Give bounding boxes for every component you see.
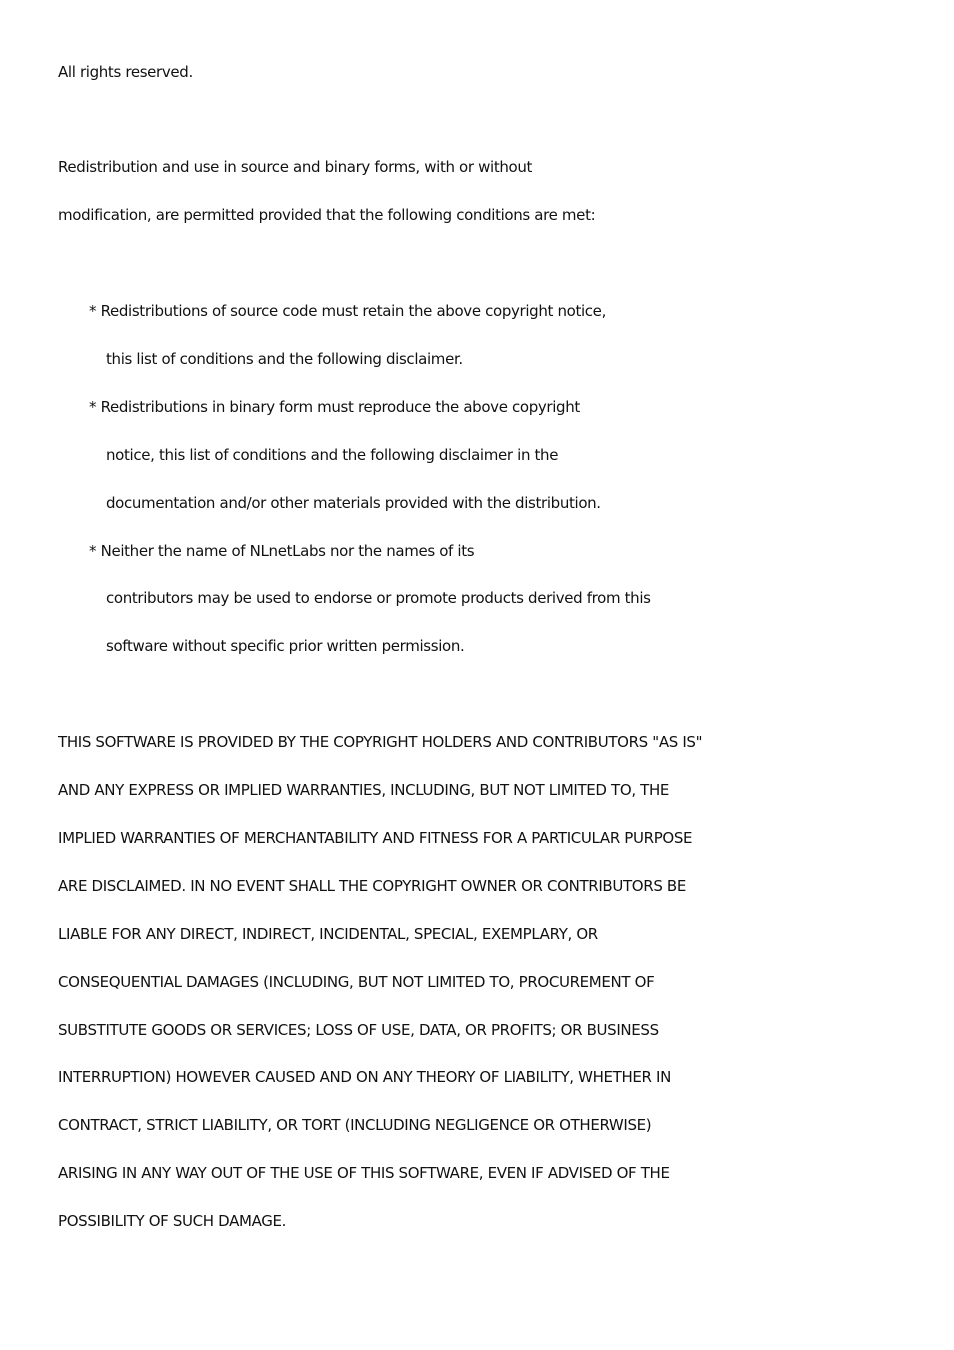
rights-line: All rights reserved.	[58, 63, 193, 81]
disclaimer-line: CONSEQUENTIAL DAMAGES (INCLUDING, BUT NOT LIMITED TO, PROCUREMENT OF	[58, 973, 655, 991]
condition-continuation: this list of conditions and the following disclaimer.	[106, 350, 463, 368]
condition-continuation: notice, this list of conditions and the following disclaimer in the	[106, 446, 559, 464]
intro-line: Redistribution and use in source and binary forms, with or without	[58, 158, 533, 176]
disclaimer-line: POSSIBILITY OF SUCH DAMAGE.	[58, 1212, 287, 1230]
disclaimer-line: IMPLIED WARRANTIES OF MERCHANTABILITY AND FITNESS FOR A PARTICULAR PURPOSE	[58, 829, 693, 847]
disclaimer-line: THIS SOFTWARE IS PROVIDED BY THE COPYRIGHT HOLDERS AND CONTRIBUTORS "AS IS"	[58, 733, 703, 751]
condition-item: * Redistributions of source code must retain the above copyright notice,	[89, 302, 606, 320]
condition-item: * Redistributions in binary form must reproduce the above copyright	[89, 398, 580, 416]
disclaimer-line: SUBSTITUTE GOODS OR SERVICES; LOSS OF USE, DATA, OR PROFITS; OR BUSINESS	[58, 1021, 659, 1039]
condition-continuation: contributors may be used to endorse or promote products derived from this	[106, 589, 651, 607]
disclaimer-line: ARISING IN ANY WAY OUT OF THE USE OF THIS SOFTWARE, EVEN IF ADVISED OF THE	[58, 1164, 670, 1182]
disclaimer-line: AND ANY EXPRESS OR IMPLIED WARRANTIES, INCLUDING, BUT NOT LIMITED TO, THE	[58, 781, 670, 799]
condition-continuation: software without specific prior written permission.	[106, 637, 465, 655]
condition-continuation: documentation and/or other materials provided with the distribution.	[106, 494, 601, 512]
disclaimer-line: CONTRACT, STRICT LIABILITY, OR TORT (INCLUDING NEGLIGENCE OR OTHERWISE)	[58, 1116, 652, 1134]
intro-line: modification, are permitted provided that the following conditions are met:	[58, 206, 596, 224]
disclaimer-line: ARE DISCLAIMED. IN NO EVENT SHALL THE COPYRIGHT OWNER OR CONTRIBUTORS BE	[58, 877, 686, 895]
condition-item: * Neither the name of NLnetLabs nor the names of its	[89, 542, 475, 560]
disclaimer-line: LIABLE FOR ANY DIRECT, INDIRECT, INCIDENTAL, SPECIAL, EXEMPLARY, OR	[58, 925, 598, 943]
disclaimer-line: INTERRUPTION) HOWEVER CAUSED AND ON ANY THEORY OF LIABILITY, WHETHER IN	[58, 1068, 671, 1086]
